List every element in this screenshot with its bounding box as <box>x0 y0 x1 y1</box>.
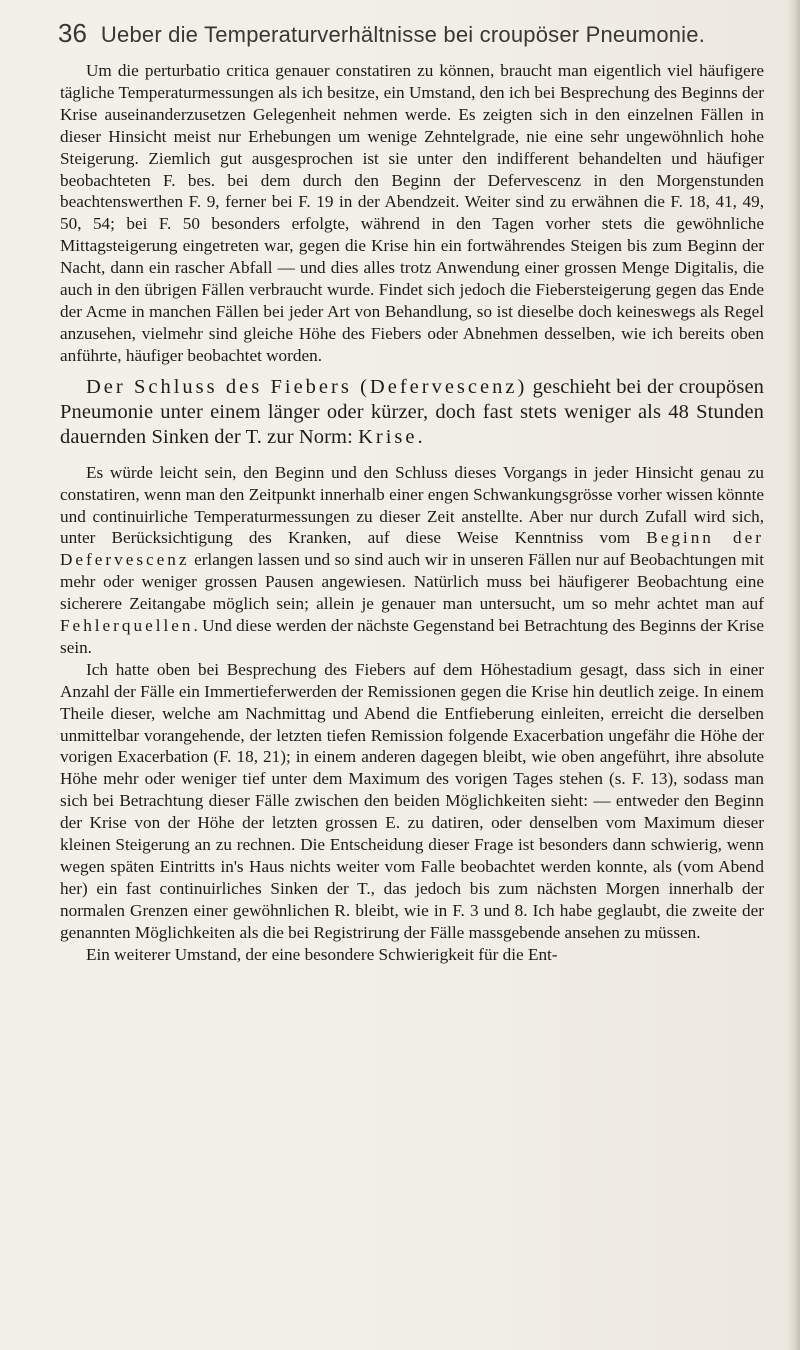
spaced-term-schluss: Der Schluss des Fiebers (Defervescenz) <box>86 375 528 398</box>
text-segment: . Und diese werden der nächste Gegenstand bei Betrachtung des Beginns der Krise sein. <box>60 616 764 657</box>
spaced-term-beginn: Beginn der Defervescenz <box>60 528 764 570</box>
paragraph-weiterer-umstand: Ein weiterer Umstand, der eine besondere Schwierigkeit für die Ent- <box>86 944 558 964</box>
spaced-term-fehlerquellen: Fehlerquellen <box>60 616 194 636</box>
spaced-term-krise: Krise. <box>358 425 426 448</box>
paragraph-beginn <box>60 462 764 659</box>
paragraph-defervescenz-statement <box>60 375 764 450</box>
text-segment: erlangen lassen und so sind auch wir in unseren Fällen nur auf Beobachtungen mit mehr oder weniger grossen Pausen angewiesen. Natürlich muss bei häufigerer Beobachtung eine sicherere Zeitangabe möglich sein; allein je genauer man untersucht, um so mehr achtet man auf <box>60 550 764 614</box>
statement-text: geschieht bei der croupösen Pneumonie unter einem länger oder kürzer, doch fast stets weniger als 48 Stunden dauernden Sinken der T. zur Norm: <box>60 375 764 448</box>
page-edge-shadow <box>786 0 800 1350</box>
running-title: Ueber die Temperaturverhältnisse bei croupöser Pneumonie. <box>100 22 706 47</box>
body-text <box>60 60 764 966</box>
paragraph-perturbatio: Um die perturbatio critica genauer constatiren zu können, braucht man eigentlich viel häufigere tägliche Temperaturmessungen als ich besitze, ein Umstand, den ich bei Besprechung des Beginns der Krise auseinanderzusetzen Gelegenheit nehmen werde. Es zeigten sich in den einzelnen Fällen in dieser Hinsicht meist nur Erhebungen um wenige Zehntelgrade, nie eine sehr ungewöhnlich hohe Steigerung. Ziemlich gut ausgesprochen ist sie unter den indifferent behandelten und häufiger beobachteten F. bes. bei dem durch den Beginn der Defervescenz in den Morgenstunden beachtenswerthen F. 9, ferner bei F. 19 in der Abendzeit. Weiter sind zu erwähnen die F. 18, 41, 49, 50, 54; bei F. 50 besonders erfolgte, während in den Tagen vorher stets die gewöhnliche Mittagsteigerung eingetreten war, gegen die Krise hin ein fortwährendes Steigen bis zum Beginn der Nacht, dann ein rascher Abfall — und dies alles trotz Anwendung einer grossen Menge Digitalis, die auch in den übrigen Fällen verbraucht wurde. Findet sich jedoch die Fiebersteigerung gegen das Ende der Acme in manchen Fällen bei jeder Art von Behandlung, so ist dieselbe doch keineswegs als Regel anzusehen, vielmehr sind gleiche Höhe des Fiebers oder Abnehmen desselben, wie ich bereits oben anführte, häufiger beobachtet worden. <box>60 61 764 365</box>
page-number: 36 <box>58 18 87 48</box>
page-header <box>58 18 758 58</box>
text-segment: Es würde leicht sein, den Beginn und den Schluss dieses Vorgangs in jeder Hinsicht genau zu constatiren, wenn man den Zeitpunkt innerhalb einer engen Schwankungsgrösse vorher wissen könnte und continuirliche Temperaturmessungen zu dieser Zeit anstellte. Aber nur durch Zufall wird sich, unter Berücksichtigung des Kranken, auf diese Weise Kenntniss vom <box>60 462 764 548</box>
paragraph-remissionen: Ich hatte oben bei Besprechung des Fiebers auf dem Höhestadium gesagt, dass sich in einer Anzahl der Fälle ein Immertieferwerden der Remissionen gegen die Krise hin deutlich zeige. In einem Theile dieser, welche am Nachmittag und Abend die Entfieberung einleiten, erreicht die derselben unmittelbar vorangehende, der letzten tiefen Remission folgende Exacerbation ungefähr die Höhe der vorigen Exacerbation (F. 18, 21); in einem anderen dagegen bleibt, wie oben angeführt, ihre absolute Höhe mehr oder weniger tief unter dem Maximum des vorigen Tages stehen (s. F. 13), sodass man sich bei Betrachtung dieser Fälle zwischen den beiden Möglichkeiten sieht: — entweder den Beginn der Krise von der Höhe der letzten grossen E. zu datiren, oder denselben vom Maximum dieser kleinen Steigerung an zu rechnen. Die Entscheidung dieser Frage ist besonders dann schwierig, wenn wegen späten Eintritts in's Haus nichts weiter vom Falle beobachtet werden konnte, als (vom Abend her) ein fast continuirliches Sinken der T., das jedoch bis zum nächsten Morgen innerhalb der normalen Grenzen einer gewöhnlichen R. bleibt, wie in F. 3 und 8. Ich habe geglaubt, die zweite der genannten Möglichkeiten als die bei Registrirung der Fälle massgebende ansehen zu müssen. <box>60 659 764 942</box>
